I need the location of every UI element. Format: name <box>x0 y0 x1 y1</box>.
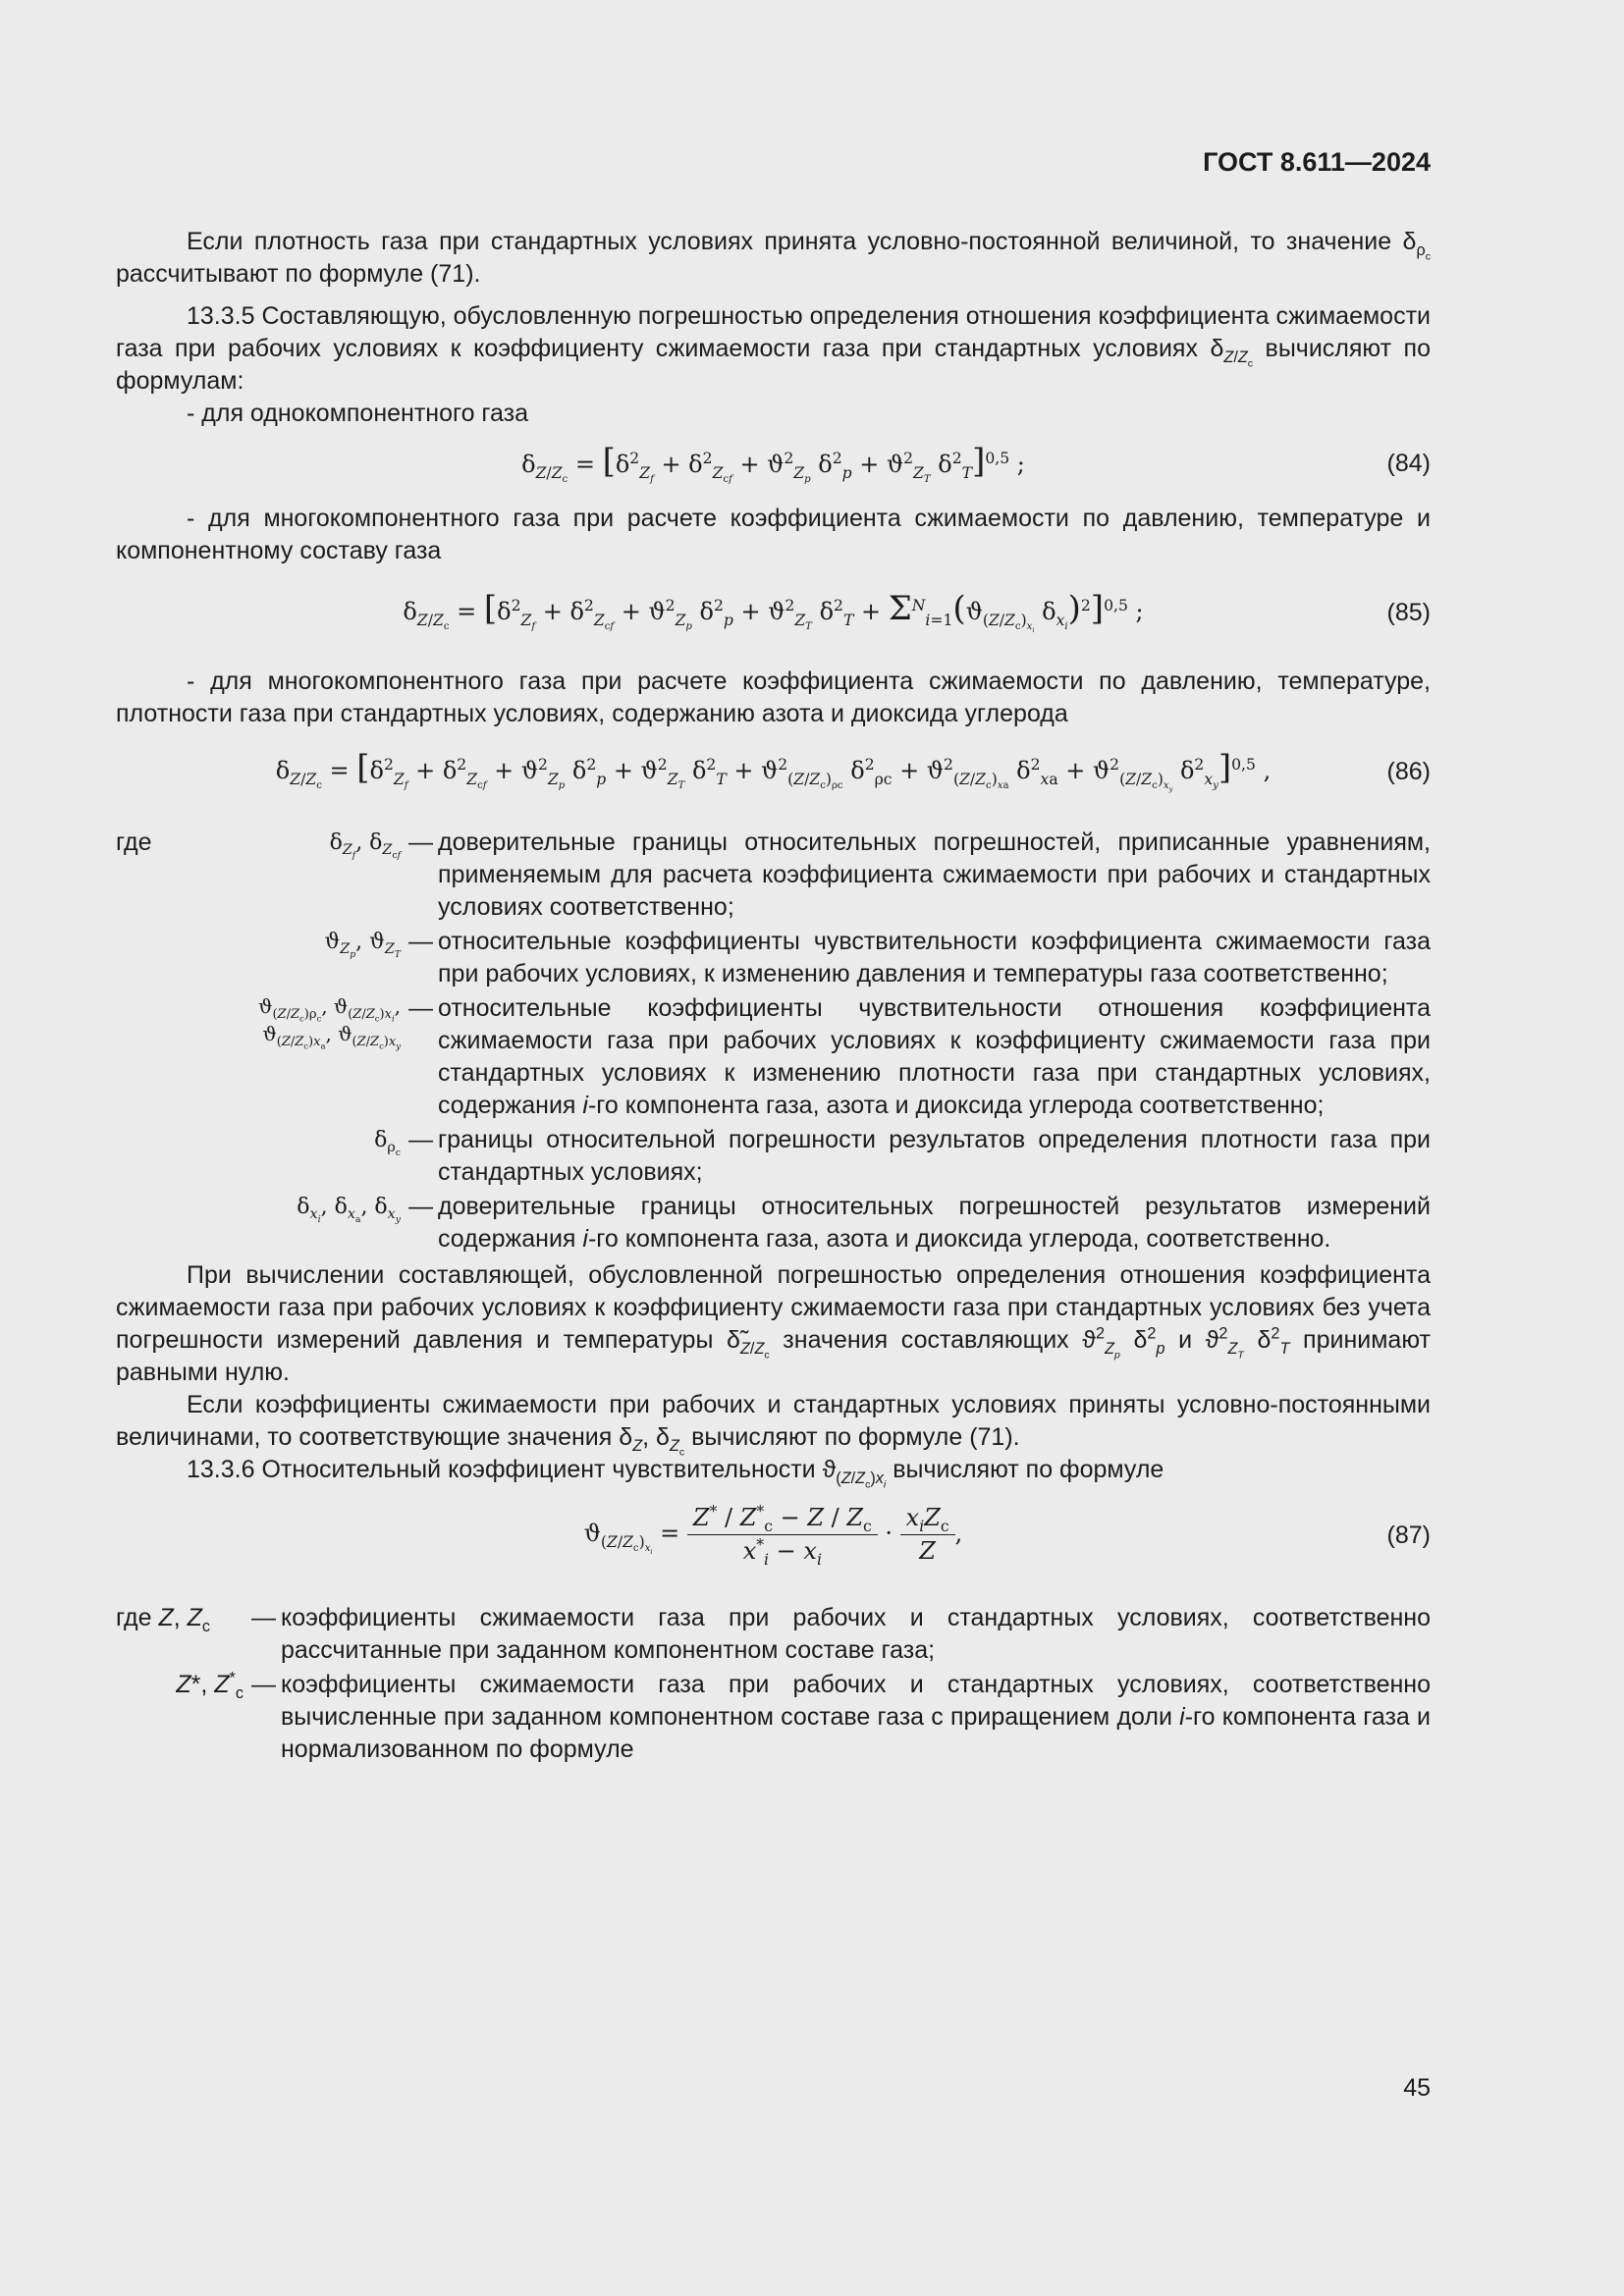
formula-84-number: (84) <box>1386 450 1431 477</box>
def-dash: — <box>408 994 433 1022</box>
def-dash: — <box>408 1193 433 1220</box>
definitions-list-2 <box>116 1602 1431 1766</box>
def-desc-4: границы относительной погрешности результатов определения плотности газа при стандартных условиях; <box>438 1126 1431 1186</box>
body-text <box>116 226 1431 1766</box>
def2-symbol-z-zc: где Z, $Z_c$ <box>116 1604 211 1635</box>
formula-87-number: (87) <box>1386 1522 1431 1549</box>
def-symbol-zf-zcf: $\delta_{Z_f}$, $\delta_{Z_{cf}}$ <box>329 830 401 862</box>
where-block-1 <box>116 827 1431 1255</box>
def2-desc-1: коэффициенты сжимаемости газа при рабочих и стандартных условиях, соответственно рассчитанные при заданном компонентном составе газа; <box>281 1604 1431 1664</box>
def-desc-2: относительные коэффициенты чувствительности коэффициента сжимаемости газа при рабочих условиях, к изменению давления и температуры газа соответственно; <box>438 928 1431 988</box>
paragraph-13-3-5: 13.3.5 Составляющую, обусловленную погрешностью определения отношения коэффициента сжимаемости газа при рабочих условиях к коэффициенту сжимаемости газа при стандартных условиях $\delta_{Z/Z_c}$ вычисляют по формулам: <box>116 302 1431 395</box>
paragraph-const-coeffs: Если коэффициенты сжимаемости при рабочих и стандартных условиях приняты условно-постоянными величинами, то соответствующие значения $\delta_Z$, $\delta_{Z_c}$ вычисляют по формуле (71). <box>116 1391 1431 1459</box>
formula-86-body: $\delta_{Z/Z_c} = [\delta^2_{Z_f} + \delta^2_{Z_{cf}} + ϑ^2_{Z_p}$ $\delta^2_p + ϑ^2_{Z_T}$ $\delta^2_T + ϑ^2_{(Z/Z_c)_{\rho c}}$ $\delta^2_{\rho c} + ϑ^2_{(Z/Z_c)_{xa}}$ $\delta^2_{xa} + ϑ^2_{(Z/Z_c)_{x_y}}$ $\delta^2_{x_y}]^{0,5}$ , <box>275 748 1272 793</box>
formula-87-fraction-2: $\frac{x_iZ_c}{Z}$ <box>900 1502 955 1568</box>
formula-86-number: (86) <box>1386 758 1431 785</box>
paragraph-calc-note: При вычислении составляющей, обусловленной погрешностью определения отношения коэффициента сжимаемости газа при рабочих условиях к коэффициенту сжимаемости газа при стандартных условиях без учета погрешности измерений давления и температуры $\deltã_{Z/Z_c}$ значения составляющих $ϑ^2_{Z_p}$ $\delta^2_p$ и $ϑ^2_{Z_T}$ $\delta^2_T$ принимают равными нулю. <box>116 1261 1431 1386</box>
formula-85 <box>116 567 1431 666</box>
formula-84 <box>116 430 1431 503</box>
page-number: 45 <box>1403 2074 1431 2102</box>
def2-desc-2: коэффициенты сжимаемости газа при рабочих и стандартных условиях, соответственно вычисленные при заданном компонентном составе газа с приращением доли i-го компонента газа и нормализованном по формуле <box>281 1671 1432 1763</box>
def-desc-5: доверительные границы относительных погрешностей результатов измерений содержания i-го компонента газа, азота и диоксида углерода, соответственно. <box>438 1193 1431 1253</box>
def-symbol-x: $\delta_{x_i}$, $\delta_{x_a}$, $\delta_{x_y}$ <box>297 1195 401 1226</box>
def-desc-1: доверительные границы относительных погрешностей, приписанные уравнениям, применяемым для расчета коэффициента сжимаемости при рабочих и стандартных условиях соответственно; <box>438 828 1431 921</box>
standard-header: ГОСТ 8.611—2024 <box>1203 147 1431 177</box>
def-symbol-zp-zt: $ϑ_{Z_p}$, $ϑ_{Z_T}$ <box>324 930 401 961</box>
list-item-single-gas: - для однокомпонентного газа <box>187 400 528 427</box>
formula-86 <box>116 730 1431 821</box>
paragraph-multi-gas-2: - для многокомпонентного газа при расчете коэффициента сжимаемости по давлению, температуре, плотности газа при стандартных условиях, содержанию азота и диоксида углерода <box>116 667 1431 727</box>
def-dash: — <box>408 828 433 856</box>
paragraph-13-3-6: 13.3.6 Относительный коэффициент чувствительности $ϑ_{(Z/Z_c)x_i}$ вычисляют по формуле <box>187 1456 1164 1491</box>
def-symbol-ratio-coeffs: $ϑ_{(Z/Z_c)\rho_c}$, $ϑ_{(Z/Z_c)x_i}$, $ϑ_{(Z/Z_c)x_a}$, $ϑ_{(Z/Z_c)x_y}$ <box>258 994 401 1051</box>
def-dash: — <box>408 1126 433 1153</box>
definitions-list-1 <box>116 827 1431 1255</box>
where-label: где <box>116 828 152 856</box>
paragraph-1: Если плотность газа при стандартных условиях принята условно-постоянной величиной, то значение $\delta_{\rho_c}$ рассчитывают по формуле (71). <box>116 228 1431 288</box>
paragraph-multi-gas-1: - для многокомпонентного газа при расчете коэффициента сжимаемости по давлению, температуре и компонентному составу газа <box>116 505 1431 564</box>
formula-85-body: $\delta_{Z/Z_c} = [\delta^2_{Z_f} + \delta^2_{Z_{cf}} + ϑ^2_{Z_p}$ $\delta^2_p + ϑ^2_{Z_T}$ $\delta^2_T + \Sigma^N_{i=1}(ϑ_{(Z/Z_c)_{x_i}}$ $\delta_{x_i})^2]^{0,5}$ ; <box>403 589 1144 634</box>
def-dash: — <box>251 1604 276 1631</box>
def2-symbol-zstar: Z*, $Z^*_c$ <box>176 1669 244 1702</box>
def-dash: — <box>251 1671 276 1698</box>
formula-87-body: $ϑ_{(Z/Z_c)_{x_i}}$ = $\frac{Z^* / Z^*_c - Z / Z_c}{x^*_i - x_i}$ · $\frac{x_iZ_c}{Z}$ , <box>583 1503 963 1569</box>
formula-84-body: $\delta_{Z/Z_c} = [\delta^2_{Z_f} + \delta^2_{Z_{cf}} + ϑ^2_{Z_p}$ $\delta^2_p + ϑ^2_{Z_T}$ $\delta^2_T]^{0,5}$ ; <box>521 442 1025 485</box>
def-symbol-rho-c: $\delta_{\rho_c}$ <box>374 1128 401 1159</box>
def-desc-3: относительные коэффициенты чувствительности отношения коэффициента сжимаемости газа при рабочих условиях к коэффициенту сжимаемости газа при стандартных условиях к изменению плотности газа при стандартных условиях, содержания i-го компонента газа, азота и диоксида углерода соответственно; <box>438 994 1431 1119</box>
formula-87 <box>116 1486 1431 1594</box>
formula-85-number: (85) <box>1386 599 1431 626</box>
formula-87-fraction-1: $\frac{Z^* / Z^*_c - Z / Z_c}{x^*_i - x_i}$ <box>687 1502 878 1568</box>
def-dash: — <box>408 928 433 955</box>
